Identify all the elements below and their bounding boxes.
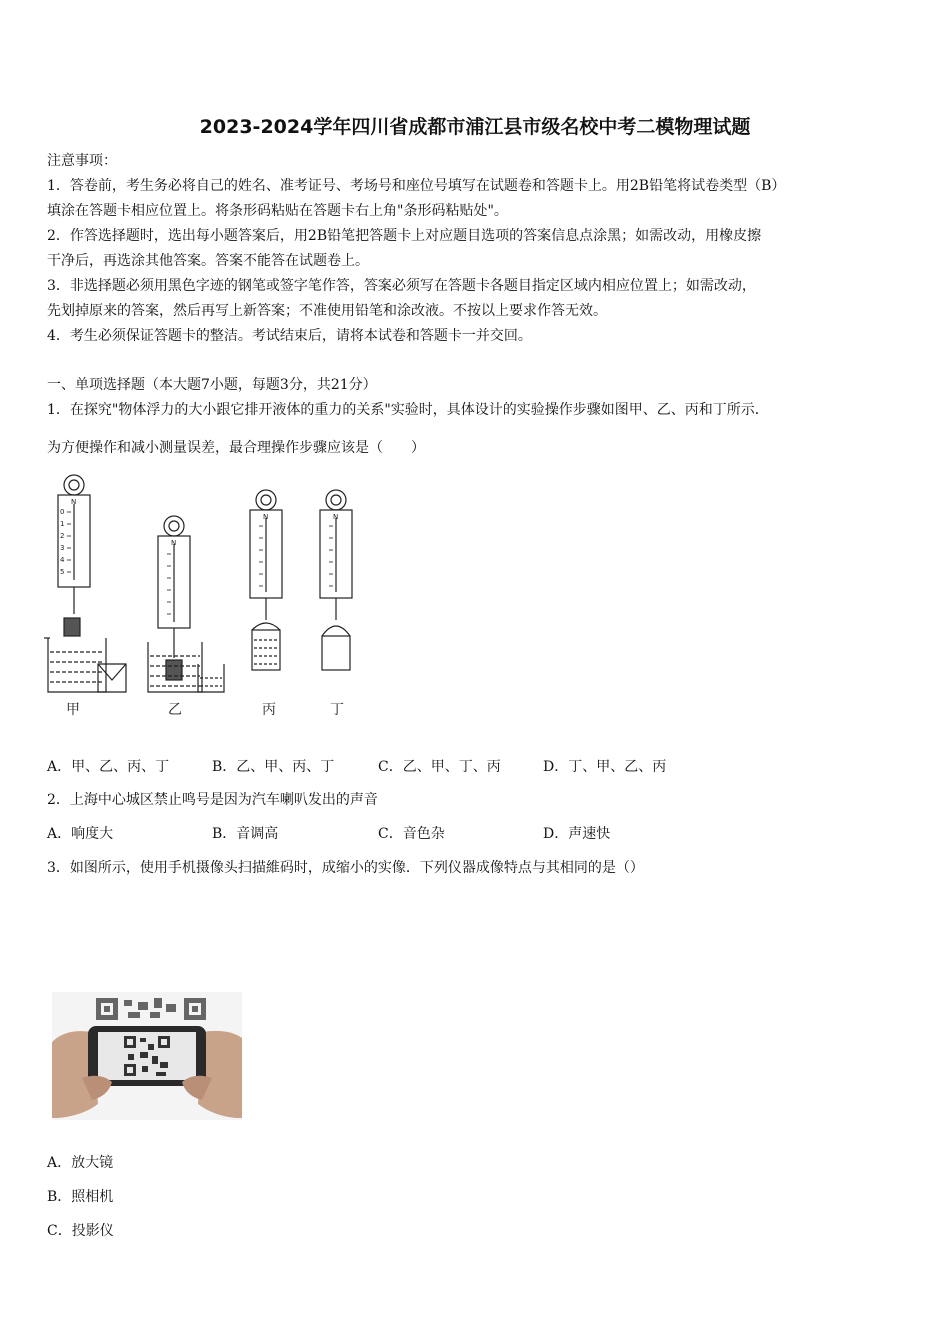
question-1-stem: 1．在探究"物体浮力的大小跟它排开液体的重力的关系"实验时，具体设计的实验操作步骤如图甲、乙、丙和丁所示．: [47, 402, 769, 418]
scale-unit: N: [263, 513, 269, 521]
figure-label-ding: 丁: [330, 702, 344, 718]
scale-unit: N: [333, 513, 339, 521]
notice-line: 4．考生必须保证答题卡的整洁。考试结束后，请将本试卷和答题卡一并交回。: [47, 328, 532, 344]
scale-tick: 0: [60, 508, 65, 516]
buoyancy-experiment-figure: [40, 468, 360, 720]
scale-tick: 2: [60, 532, 65, 540]
notice-line: 2．作答选择题时，选出每小题答案后，用2B铅笔把答题卡上对应题目选项的答案信息点涂黑；如需改动，用橡皮擦: [47, 228, 762, 244]
question-3-stem: 3．如图所示，使用手机摄像头扫描維码时，成缩小的实像．下列仪器成像特点与其相同的是（）: [47, 860, 644, 876]
question-1-stem-cont: 为方便操作和减小测量误差，最合理操作步骤应该是（ ）: [47, 440, 425, 456]
q1-option-c: C．乙、甲、丁、丙: [378, 759, 501, 775]
phone-qr-scan-image: [52, 992, 242, 1120]
scale-unit: N: [71, 498, 77, 506]
notice-line: 3．非选择题必须用黑色字迹的钢笔或签字笔作答，答案必须写在答题卡各题目指定区域内相应位置上；如需改动，: [47, 278, 756, 294]
q2-option-c: C．音色杂: [378, 826, 445, 842]
scale-tick: 3: [60, 544, 65, 552]
notice-line: 先划掉原来的答案，然后再写上新答案；不准使用铅笔和涂改液。不按以上要求作答无效。: [47, 303, 607, 319]
q3-option-b: B．照相机: [47, 1189, 114, 1205]
q1-option-d: D．丁、甲、乙、丙: [543, 759, 667, 775]
figure-label-jia: 甲: [66, 702, 80, 718]
q1-option-a: A．甲、乙、丙、丁: [47, 759, 170, 775]
scale-unit: N: [171, 539, 177, 547]
notice-heading: 注意事项：: [47, 153, 117, 169]
page-title: 2023-2024学年四川省成都市浦江县市级名校中考二模物理试题: [199, 116, 751, 138]
notice-line: 1．答卷前，考生务必将自己的姓名、准考证号、考场号和座位号填写在试题卷和答题卡上。用2B铅笔将试卷类型（B）: [47, 178, 786, 194]
notice-line: 填涂在答题卡相应位置上。将条形码粘贴在答题卡右上角"条形码粘贴处"。: [47, 203, 508, 219]
q2-option-a: A．响度大: [47, 826, 114, 842]
section-heading: 一、单项选择题（本大题7小题，每题3分，共21分）: [47, 377, 377, 393]
figure-label-yi: 乙: [168, 702, 182, 718]
question-2-stem: 2．上海中心城区禁止鸣号是因为汽车喇叭发出的声音: [47, 792, 378, 808]
scale-tick: 5: [60, 568, 65, 576]
figure-label-bing: 丙: [262, 702, 276, 718]
q2-option-d: D．声速快: [543, 826, 611, 842]
scale-tick: 1: [60, 520, 65, 528]
scale-tick: 4: [60, 556, 65, 564]
q3-option-a: A．放大镜: [47, 1155, 114, 1171]
q3-option-c: C．投影仪: [47, 1223, 114, 1239]
q2-option-b: B．音调高: [212, 826, 279, 842]
notice-line: 干净后，再选涂其他答案。答案不能答在试题卷上。: [47, 253, 369, 269]
q1-option-b: B．乙、甲、丙、丁: [212, 759, 335, 775]
